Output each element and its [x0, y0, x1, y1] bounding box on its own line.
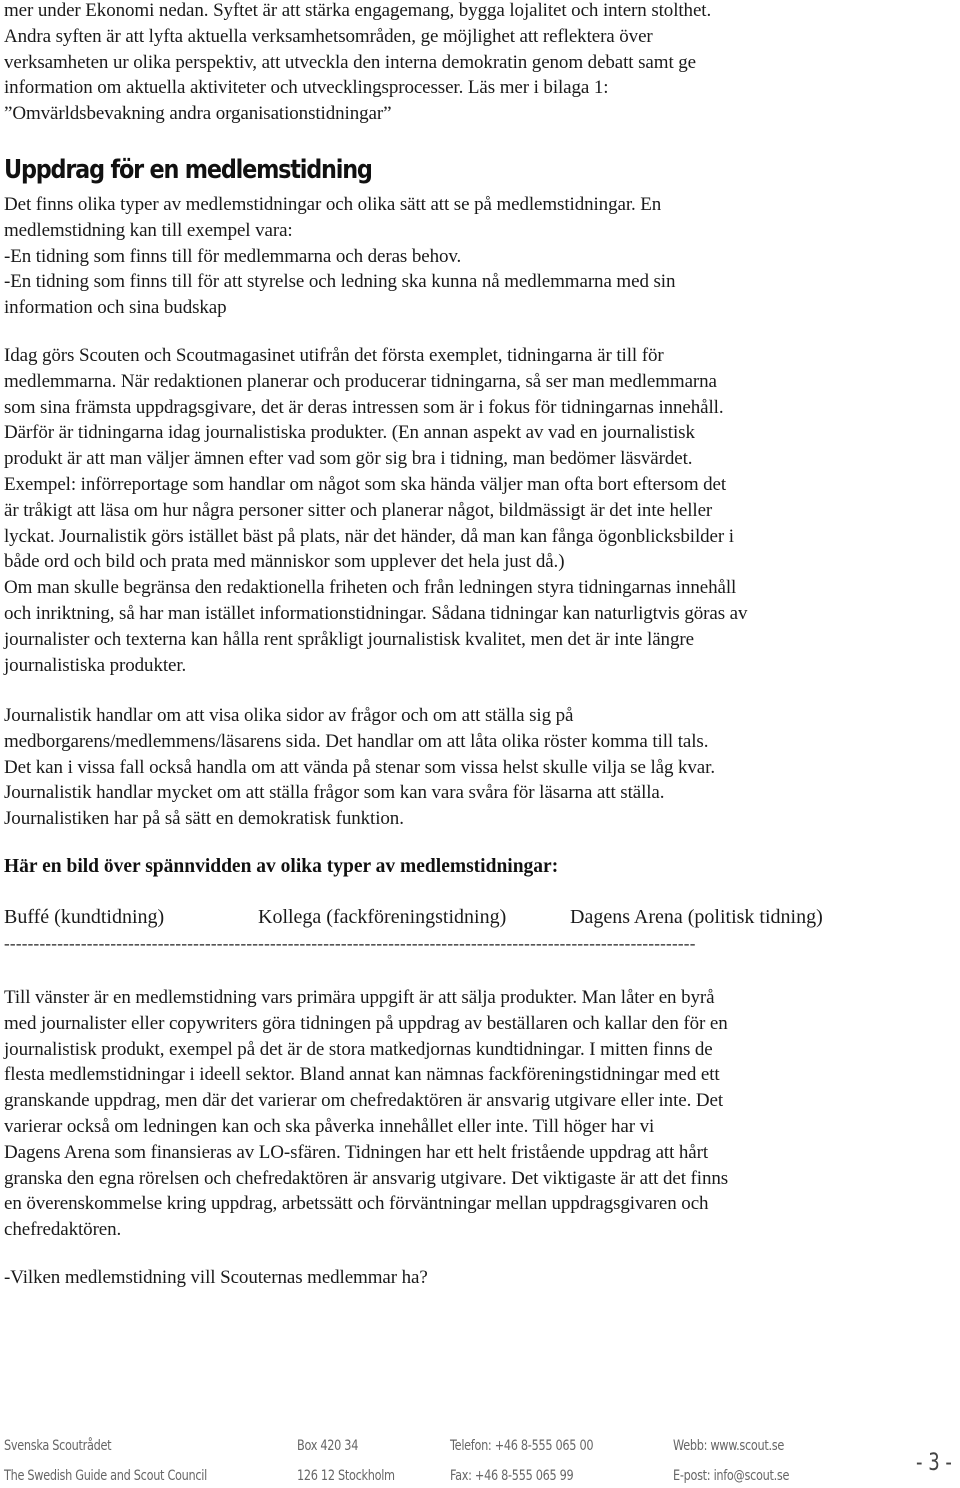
- text-line: Exempel: införreportage som handlar om något som ska hända väljer man ofta bort eftersom det: [4, 473, 727, 495]
- text-line: är tråkigt att läsa om hur några personer sitter och planerar något, bildmässigt är det inte heller: [4, 499, 713, 521]
- text-line: journalistiska produkter.: [4, 654, 187, 676]
- footer-org-english: The Swedish Guide and Scout Council: [4, 1468, 207, 1484]
- intro-paragraph: [4, 0, 956, 127]
- text-line: journalistisk produkt, exempel på det är de stora matkedjornas kundtidningar. I mitten finns de: [4, 1038, 713, 1060]
- text-line: -En tidning som finns till för medlemmarna och deras behov.: [4, 245, 462, 267]
- text-line: -Vilken medlemstidning vill Scouternas medlemmar ha?: [4, 1267, 428, 1288]
- footer-web-link[interactable]: Webb: www.scout.se: [673, 1438, 785, 1454]
- text-line: Om man skulle begränsa den redaktionella friheten och från ledningen styra tidningarnas innehåll: [4, 577, 737, 599]
- text-line: information om aktuella aktiviteter och utvecklingsprocesser. Läs mer i bilaga 1:: [4, 77, 609, 99]
- spectrum-dashed-line: ---------------------------------------------------------------------------------------------------------------------: [4, 934, 696, 953]
- footer-phone: Telefon: +46 8-555 065 00: [450, 1438, 594, 1454]
- types-paragraph: [4, 192, 956, 321]
- text-line: som sina främsta uppdragsgivare, det är deras intressen som är i fokus för tidningarnas innehåll.: [4, 396, 724, 418]
- text-line: Därför är tidningarna idag journalistiska produkter. (En annan aspekt av vad en journalistisk: [4, 422, 695, 444]
- text-line: medlemstidning kan till exempel vara:: [4, 219, 293, 241]
- footer-email-link[interactable]: E-post: info@scout.se: [673, 1468, 790, 1484]
- spectrum-middle-label: Kollega (fackföreningstidning): [258, 906, 507, 928]
- text-line: varierar också om ledningen kan och ska påverka innehållet eller inte. Till höger har vi: [4, 1115, 655, 1137]
- text-line: information och sina budskap: [4, 297, 227, 319]
- text-line: chefredaktören.: [4, 1219, 122, 1241]
- text-line: Till vänster är en medlemstidning vars primära uppgift är att sälja produkter. Man låter en byrå: [4, 987, 715, 1008]
- text-line: en överenskommelse kring uppdrag, arbetssätt och förväntningar mellan uppdragsgivaren och: [4, 1193, 709, 1215]
- text-line: verksamheten ur olika perspektiv, att utveckla den interna demokratin genom debatt samt ge: [4, 51, 697, 73]
- text-line: ”Omvärldsbevakning andra organisationstidningar”: [4, 103, 392, 125]
- text-line: och inriktning, så har man istället informationstidningar. Sådana tidningar kan naturligtvis göras av: [4, 602, 748, 624]
- text-line: medlemmarna. När redaktionen planerar och producerar tidningarna, så ser man medlemmarna: [4, 370, 717, 392]
- text-line: medborgarens/medlemmens/läsarens sida. Det handlar om att låta olika röster komma till tals.: [4, 730, 709, 752]
- spectrum-title: Här en bild över spännvidden av olika typer av medlemstidningar:: [4, 856, 559, 877]
- footer-box: Box 420 34: [297, 1438, 359, 1454]
- text-line: flesta medlemstidningar i ideell sektor. Bland annat kan nämnas fackföreningstidningar med ett: [4, 1064, 720, 1086]
- text-line: Journalistik handlar om att visa olika sidor av frågor och om att ställa sig på: [4, 705, 574, 726]
- text-line: Journalistik handlar mycket om att ställa frågor som kan vara svåra för läsarna att ställa.: [4, 782, 665, 804]
- closing-question: [4, 1265, 956, 1291]
- page-number: - 3 -: [916, 1448, 952, 1476]
- text-line: mer under Ekonomi nedan. Syftet är att stärka engagemang, bygga lojalitet och intern stolthet.: [4, 0, 712, 21]
- footer-fax: Fax: +46 8-555 065 99: [450, 1468, 574, 1484]
- text-line: produkt är att man väljer ämnen efter vad som gör sig bra i tidning, man bedömer läsvärdet.: [4, 448, 693, 470]
- text-line: både ord och bild och prata med människor som upplever det hela just då.): [4, 551, 565, 573]
- text-line: lyckat. Journalistik görs istället bäst på plats, när det händer, då man kan fånga ögonblicksbilder i: [4, 525, 734, 547]
- democracy-paragraph: [4, 703, 956, 832]
- text-line: Det finns olika typer av medlemstidningar och olika sätt att se på medlemstidningar. En: [4, 194, 662, 215]
- spectrum-paragraph: [4, 985, 956, 1243]
- text-line: Andra syften är att lyfta aktuella verksamhetsområden, ge möjlighet att reflektera över: [4, 25, 653, 47]
- text-line: granska den egna rörelsen och chefredaktören är ansvarig utgivare. Det viktigaste är att det finns: [4, 1167, 729, 1189]
- text-line: journalister och texterna kan hålla rent språkligt journalistisk kvalitet, men det är inte längre: [4, 628, 694, 650]
- text-line: med journalister eller copywriters göra tidningen på uppdrag av beställaren och kallar den för en: [4, 1012, 728, 1034]
- journalism-paragraph: [4, 343, 956, 678]
- footer-postal: 126 12 Stockholm: [297, 1468, 395, 1484]
- text-line: Idag görs Scouten och Scoutmagasinet utifrån det första exemplet, tidningarna är till för: [4, 345, 664, 366]
- text-line: Det kan i vissa fall också handla om att vända på stenar som vissa helst skulle vilja se låg kvar.: [4, 756, 715, 778]
- text-line: granskande uppdrag, men där det varierar om chefredaktören är ansvarig utgivare eller inte. Det: [4, 1090, 724, 1112]
- spectrum-right-label: Dagens Arena (politisk tidning): [570, 906, 823, 928]
- section-heading: Uppdrag för en medlemstidning: [4, 155, 372, 185]
- spectrum-left-label: Buffé (kundtidning): [4, 906, 165, 928]
- footer-org-swedish: Svenska Scoutrådet: [4, 1438, 112, 1454]
- text-line: Journalistiken har på så sätt en demokratisk funktion.: [4, 808, 404, 830]
- text-line: Dagens Arena som finansieras av LO-sfären. Tidningen har ett helt fristående uppdrag att hårt: [4, 1141, 709, 1163]
- text-line: -En tidning som finns till för att styrelse och ledning ska kunna nå medlemmarna med sin: [4, 271, 676, 293]
